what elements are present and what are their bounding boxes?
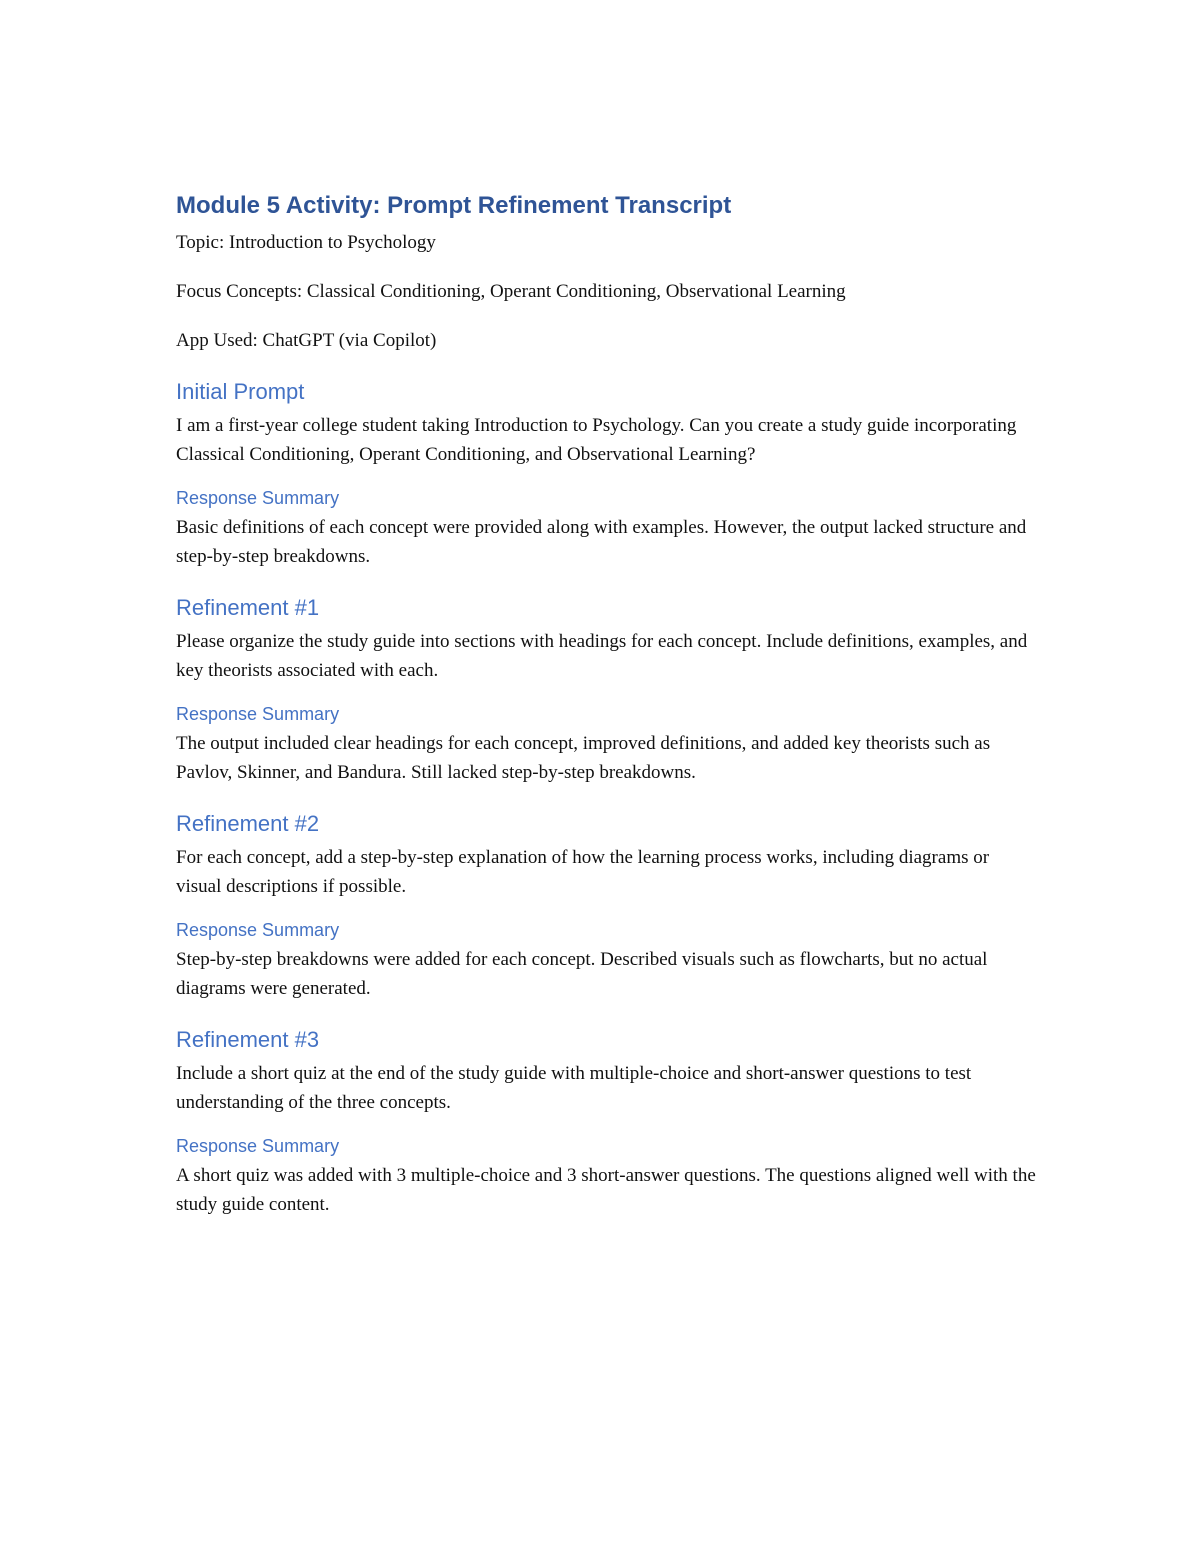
response-summary-heading: Response Summary bbox=[176, 920, 340, 940]
response-summary-heading: Response Summary bbox=[176, 488, 340, 508]
document-title: Module 5 Activity: Prompt Refinement Transcript bbox=[176, 192, 732, 219]
response-summary-text: Step-by-step breakdowns were added for each concept. Described visuals such as flowcharts, but no actual diagrams were generated. bbox=[176, 949, 988, 999]
response-summary-text: The output included clear headings for each concept, improved definitions, and added key theorists such as Pavlov, Skinner, and Bandura. Still lacked step-by-step breakdowns. bbox=[176, 733, 991, 783]
section-heading: Refinement #2 bbox=[176, 811, 320, 836]
app-used-line: App Used: ChatGPT (via Copilot) bbox=[176, 330, 437, 351]
section-initial-prompt bbox=[176, 377, 1036, 571]
prompt-text: Please organize the study guide into sections with headings for each concept. Include definitions, examples, and key theorists associated with each. bbox=[176, 631, 1028, 681]
section-refinement-2 bbox=[176, 809, 1036, 1003]
section-refinement-1 bbox=[176, 593, 1036, 787]
response-summary-text: A short quiz was added with 3 multiple-choice and 3 short-answer questions. The questions aligned well with the study guide content. bbox=[176, 1165, 1036, 1215]
section-heading: Refinement #1 bbox=[176, 595, 320, 620]
response-summary-heading: Response Summary bbox=[176, 704, 340, 724]
response-summary-text: Basic definitions of each concept were provided along with examples. However, the output lacked structure and step-by-step breakdowns. bbox=[176, 517, 1027, 567]
focus-concepts-line: Focus Concepts: Classical Conditioning, Operant Conditioning, Observational Learning bbox=[176, 281, 846, 302]
prompt-text: For each concept, add a step-by-step explanation of how the learning process works, including diagrams or visual descriptions if possible. bbox=[176, 847, 990, 897]
section-heading: Refinement #3 bbox=[176, 1027, 320, 1052]
prompt-text: Include a short quiz at the end of the study guide with multiple-choice and short-answer questions to test understanding of the three concepts. bbox=[176, 1063, 972, 1113]
section-refinement-3 bbox=[176, 1025, 1036, 1219]
topic-line: Topic: Introduction to Psychology bbox=[176, 232, 436, 253]
response-summary-heading: Response Summary bbox=[176, 1136, 340, 1156]
prompt-text: I am a first-year college student taking Introduction to Psychology. Can you create a study guide incorporating Classical Conditioning, Operant Conditioning, and Observational Learning? bbox=[176, 415, 1017, 465]
document-page bbox=[176, 190, 1036, 1219]
section-heading: Initial Prompt bbox=[176, 379, 305, 404]
